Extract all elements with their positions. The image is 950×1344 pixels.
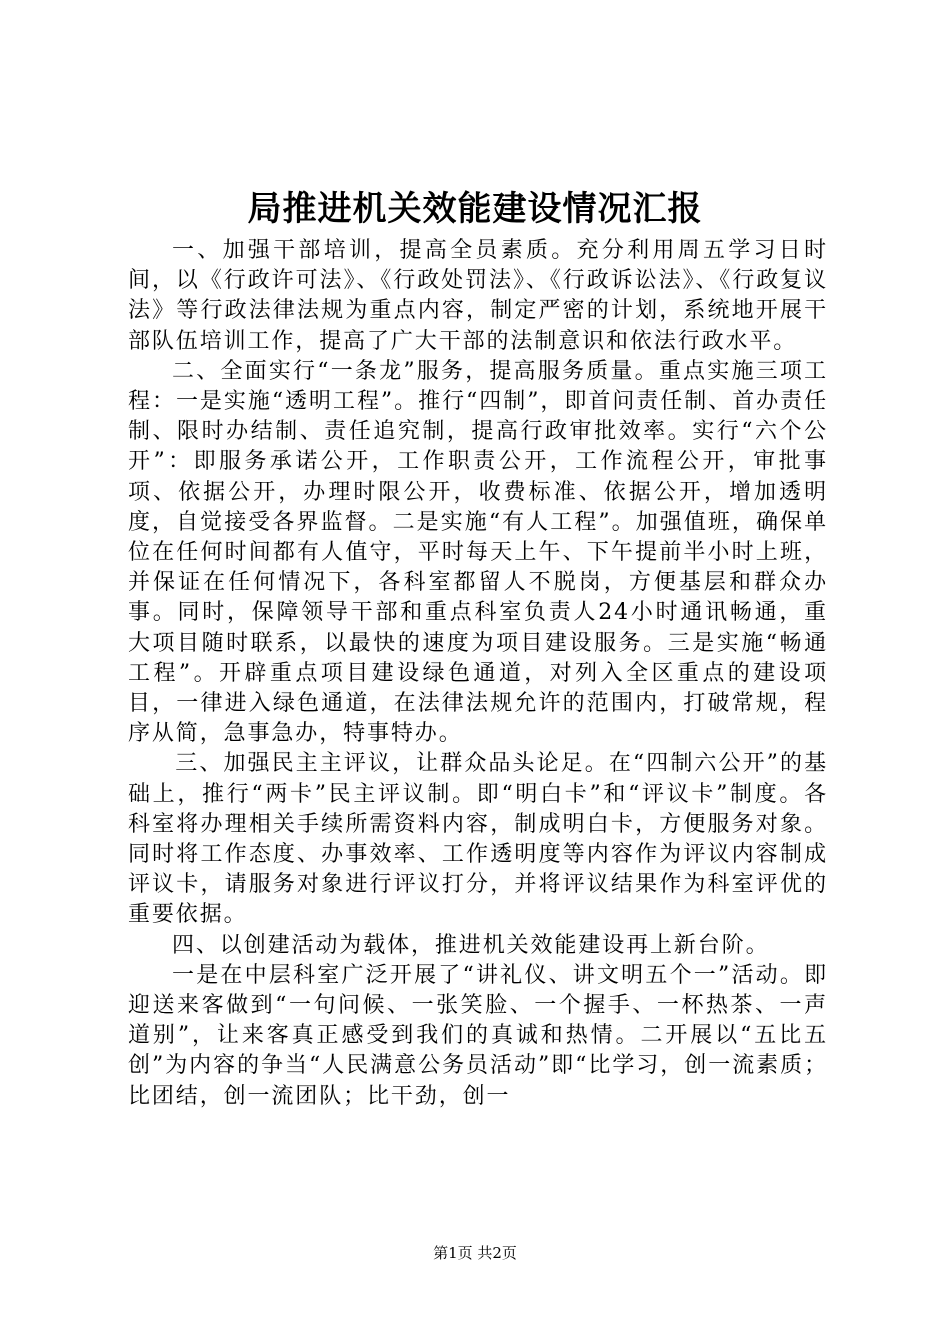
paragraph-3: 三、加强民主主评议，让群众品头论足。在“四制六公开”的基础上，推行“两卡”民主评议制。即“明白卡”和“评议卡”制度。各科室将办理相关手续所需资料内容，制成明白卡，方便服务对象。同时将工作态度、办事效率、工作透明度等内容作为评议内容制成评议卡，请服务对象进行评议打分，并将评议结果作为科室评优的重要依据。 xyxy=(128,751,828,928)
page-number-footer: 第1页 共2页 xyxy=(433,1244,517,1262)
document-title: 局推进机关效能建设情况汇报 xyxy=(247,189,703,229)
paragraph-1: 一、加强干部培训，提高全员素质。充分利用周五学习日时间，以《行政许可法》、《行政处罚法》、《行政诉讼法》、《行政复议法》等行政法律法规为重点内容，制定严密的计划，系统地开展干部队伍培训工作，提高了广大干部的法制意识和依法行政水平。 xyxy=(128,238,828,354)
paragraph-4: 四、以创建活动为载体，推进机关效能建设再上新台阶。 xyxy=(172,932,770,958)
paragraph-2: 二、全面实行“一条龙”服务，提高服务质量。重点实施三项工程：一是实施“透明工程”。推行“四制”，即首问责任制、首办责任制、限时办结制、责任追究制，提高行政审批效率。实行“六个公开”：即服务承诺公开，工作职责公开，工作流程公开，审批事项、依据公开，办理时限公开，收费标准、依据公开，增加透明度，自觉接受各界监督。二是实施“有人工程”。加强值班，确保单位在任何时间都有人值守，平时每天上午、下午提前半小时上班，并保证在任何情况下，各科室都留人不脱岗，方便基层和群众办事。同时，保障领导干部和重点科室负责人24小时通讯畅通，重大项目随时联系，以最快的速度为项目建设服务。三是实施“畅通工程”。开辟重点项目建设绿色通道，对列入全区重点的建设项目，一律进入绿色通道，在法律法规允许的范围内，打破常规，程序从简，急事急办，特事特办。 xyxy=(128,358,828,747)
document-body xyxy=(128,236,828,1112)
paragraph-5: 一是在中层科室广泛开展了“讲礼仪、讲文明五个一”活动。即迎送来客做到“一句问候、一张笑脸、一个握手、一杯热茶、一声道别”，让来客真正感受到我们的真诚和热情。二开展以“五比五创”为内容的争当“人民满意公务员活动”即“比学习，创一流素质；比团结，创一流团队；比干劲，创一 xyxy=(128,962,828,1109)
